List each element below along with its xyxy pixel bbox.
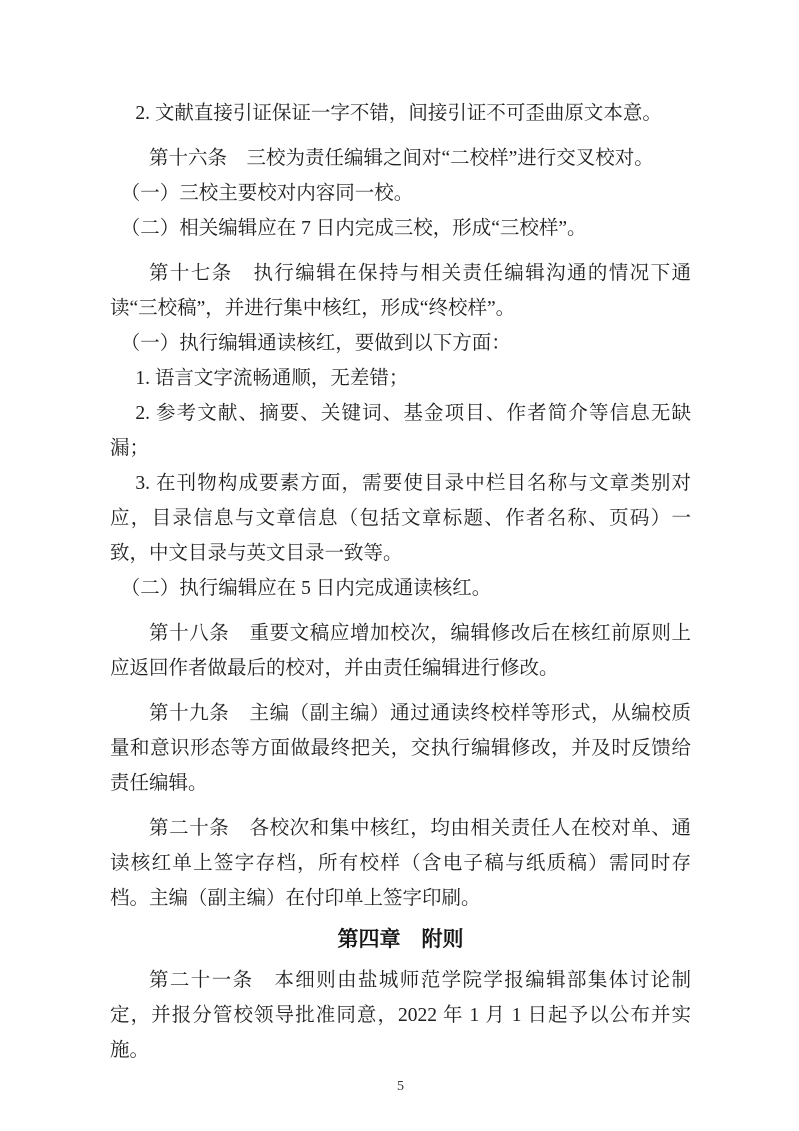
body-paragraph: 2. 文献直接引证保证一字不错，间接引证不可歪曲原文本意。 [135,103,662,124]
body-paragraph: 1. 语言文字流畅通顺，无差错； [135,368,409,389]
body-paragraph: 第十八条 重要文稿应增加校次，编辑修改后在核红前原则上应返回作者做最后的校对，并由责任编辑进行修改。 [110,623,691,679]
chapter-heading: 第四章 附则 [337,927,464,951]
body-paragraph: 第十七条 执行编辑在保持与相关责任编辑沟通的情况下通读“三校稿”，并进行集中核红，形成“终校样”。 [110,263,691,319]
body-paragraph: 第十九条 主编（副主编）通过通读终校样等形式，从编校质量和意识形态等方面做最终把关，交执行编辑修改，并及时反馈给责任编辑。 [110,703,691,794]
body-paragraph: 2. 参考文献、摘要、关键词、基金项目、作者简介等信息无缺漏； [110,403,691,459]
body-paragraph: （一）执行编辑通读核红，要做到以下方面： [120,333,511,354]
page-number: 5 [397,1079,404,1094]
body-paragraph: 第二十条 各校次和集中核红，均由相关责任人在校对单、通读核红单上签字存档，所有校样（含电子稿与纸质稿）需同时存档。主编（副主编）在付印单上签字印刷。 [110,818,691,909]
body-paragraph: 3. 在刊物构成要素方面，需要使目录中栏目名称与文章类别对应，目录信息与文章信息（包括文章标题、作者名称、页码）一致，中文目录与英文目录一致等。 [110,473,691,564]
body-paragraph: （二）执行编辑应在 5 日内完成通读核红。 [120,578,492,599]
body-paragraph: （一）三校主要校对内容同一校。 [120,183,414,204]
body-paragraph: （二）相关编辑应在 7 日内完成三校，形成“三校样”。 [120,218,587,239]
body-paragraph: 第二十一条 本细则由盐城师范学院学报编辑部集体讨论制定，并报分管校领导批准同意，2022 年 1 月 1 日起予以公布并实施。 [110,970,691,1061]
body-paragraph: 第十六条 三校为责任编辑之间对“二校样”进行交叉校对。 [149,148,654,169]
